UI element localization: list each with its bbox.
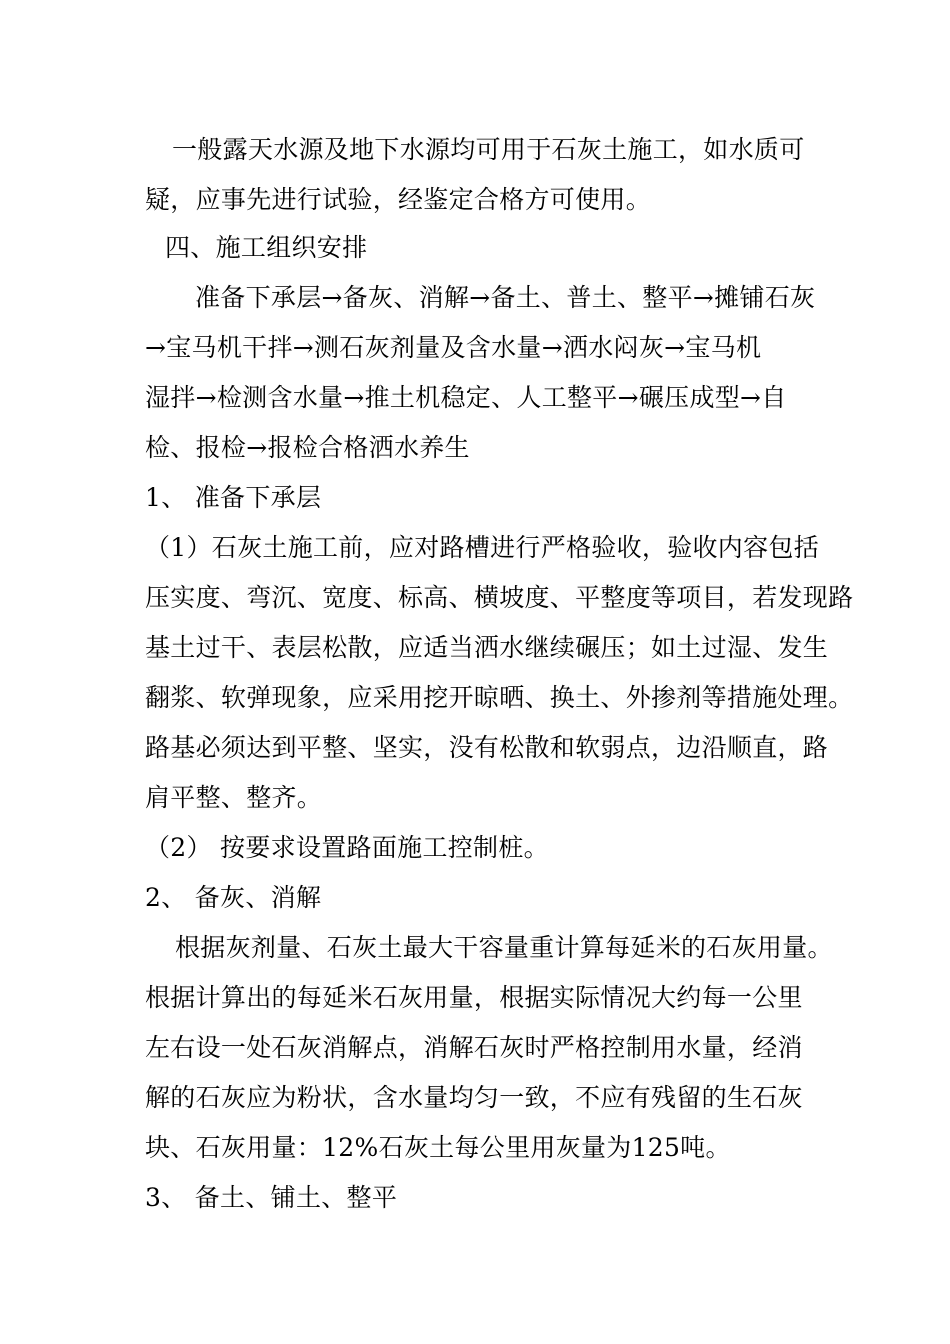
paragraph-line: 肩平整、整齐。 [145, 783, 323, 812]
paragraph-line: 准备下承层→备灰、消解→备土、普土、整平→摊铺石灰 [195, 283, 816, 312]
paragraph-line: 压实度、弯沉、宽度、标高、横坡度、平整度等项目，若发现路 [145, 583, 854, 612]
paragraph-line: 疑，应事先进行试验，经鉴定合格方可使用。 [145, 185, 652, 214]
subsection-heading: 2、 备灰、消解 [145, 883, 322, 912]
paragraph-line: 基土过干、表层松散，应适当洒水继续碾压；如土过湿、发生 [145, 633, 829, 662]
paragraph-line: 根据灰剂量、石灰土最大干容量重计算每延米的石灰用量。 [175, 933, 833, 962]
paragraph-line: 翻浆、软弹现象，应采用挖开晾晒、换土、外掺剂等措施处理。 [145, 683, 854, 712]
subsection-heading: 1、 准备下承层 [145, 483, 322, 512]
section-heading: 四、施工组织安排 [165, 233, 368, 262]
paragraph-line: 湿拌→检测含水量→推土机稳定、人工整平→碾压成型→自 [145, 383, 787, 412]
paragraph-line: →宝马机干拌→测石灰剂量及含水量→洒水闷灰→宝马机 [145, 333, 762, 362]
paragraph-line: 检、报检→报检合格洒水养生 [145, 433, 470, 462]
paragraph-line: （1）石灰土施工前，应对路槽进行严格验收，验收内容包括 [145, 533, 820, 562]
paragraph-line: 根据计算出的每延米石灰用量，根据实际情况大约每一公里 [145, 983, 803, 1012]
paragraph-line: 路基必须达到平整、坚实，没有松散和软弱点，边沿顺直，路 [145, 733, 829, 762]
paragraph-line: 块、石灰用量：12%石灰土每公里用灰量为125吨。 [145, 1133, 731, 1162]
paragraph-line: 左右设一处石灰消解点，消解石灰时严格控制用水量，经消 [145, 1033, 803, 1062]
paragraph-line: 解的石灰应为粉状，含水量均匀一致，不应有残留的生石灰 [145, 1083, 803, 1112]
subsection-heading: 3、 备土、铺土、整平 [145, 1183, 398, 1212]
paragraph-line: （2） 按要求设置路面施工控制桩。 [145, 833, 549, 862]
paragraph-line: 一般露天水源及地下水源均可用于石灰土施工，如水质可 [172, 135, 805, 164]
